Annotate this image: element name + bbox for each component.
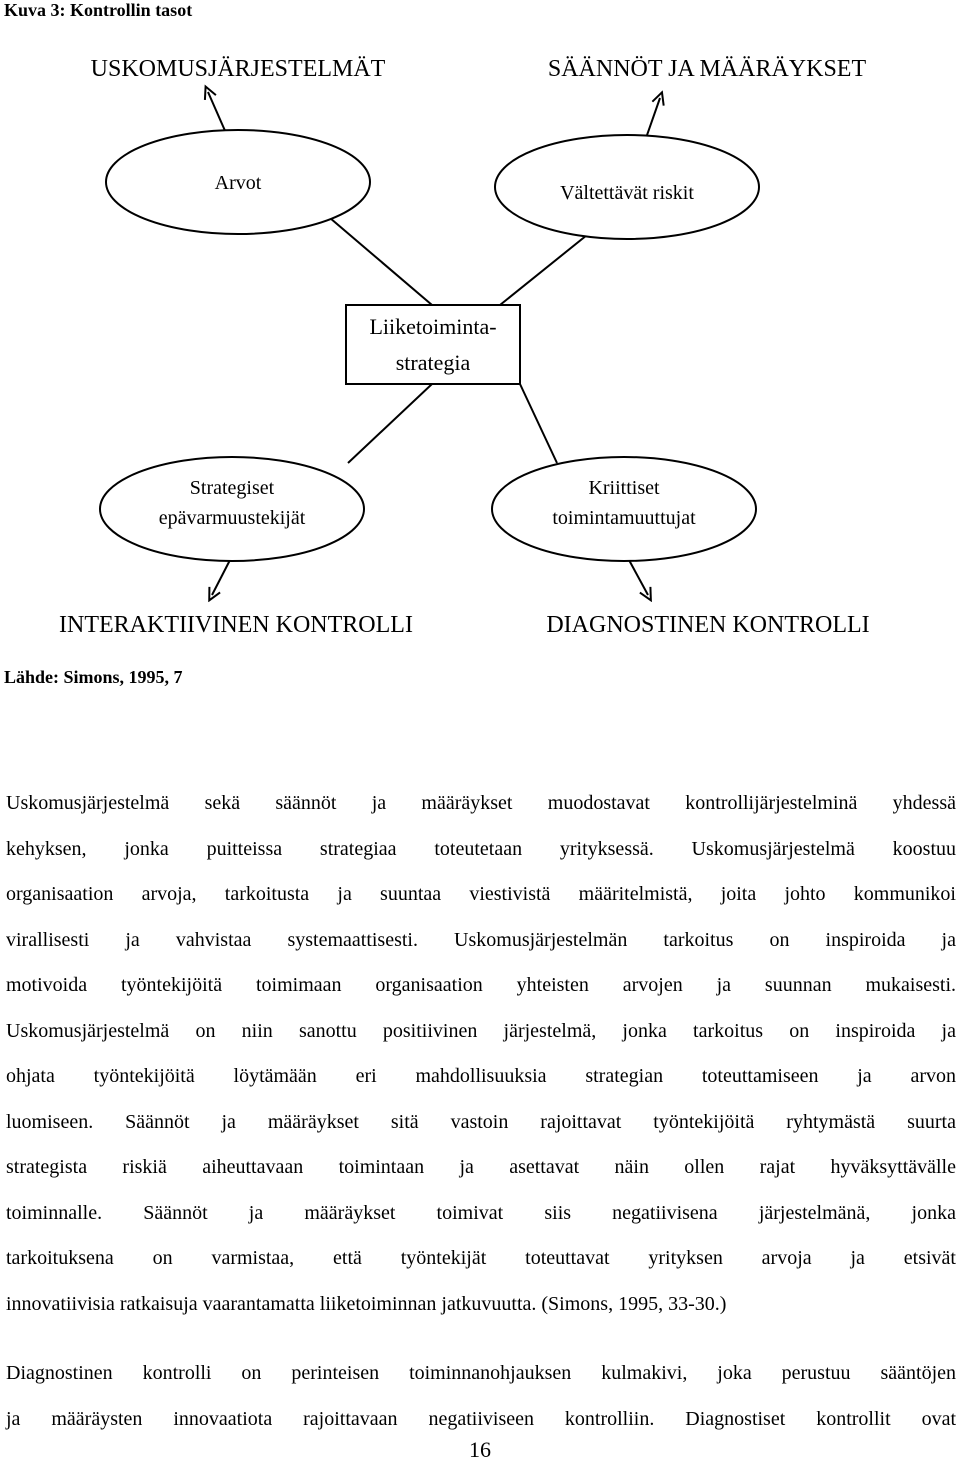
text-line: Uskomusjärjestelmä on niin sanottu positiivinen järjestelmä, jonka tarkoitus on inspiroida ja	[6, 1019, 956, 1042]
text-line: tarkoituksena on varmistaa, että työntekijät toteuttavat yrityksen arvoja ja etsivät	[6, 1247, 956, 1269]
connector-line	[348, 384, 432, 463]
text-line: innovatiivisia ratkaisuja vaarantamatta liiketoiminnan jatkuvuutta. (Simons, 1995, 33-30.)	[6, 1292, 727, 1315]
ellipse-text: Strategiset	[189, 477, 275, 499]
arrow-down-left	[212, 560, 230, 595]
figure-source: Lähde: Simons, 1995, 7	[4, 667, 183, 687]
control-levels-diagram	[0, 30, 960, 650]
label-top-left: USKOMUSJÄRJESTELMÄT	[90, 56, 386, 82]
text-line: virallisesti ja vahvistaa systemaattisesti. Uskomusjärjestelmän tarkoitus on inspiroida ja	[6, 928, 956, 951]
strategy-box-text: strategia	[395, 350, 471, 375]
text-line: ohjata työntekijöitä löytämään eri mahdollisuuksia strategian toteuttamiseen ja arvon	[6, 1065, 956, 1087]
ellipse-text: Vältettävät riskit	[560, 182, 694, 204]
page-number: 16	[469, 1437, 491, 1462]
ellipse-text: Kriittiset	[588, 477, 660, 499]
arrow-up-right	[646, 98, 660, 138]
text-line: organisaation arvoja, tarkoitusta ja suuntaa viestivistä määritelmistä, joita johto kommunikoi	[6, 883, 956, 905]
connector-line	[520, 384, 557, 463]
text-line: toiminnalle. Säännöt ja määräykset toimivat siis negatiivisena järjestelmänä, jonka	[6, 1201, 956, 1224]
label-top-right: SÄÄNNÖT JA MÄÄRÄYKSET	[547, 56, 867, 82]
arrow-down-right	[629, 560, 648, 595]
text-line: Diagnostinen kontrolli on perinteisen toiminnanohjauksen kulmakivi, joka perustuu sääntöjen	[6, 1362, 956, 1384]
body-paragraph-2	[6, 1351, 956, 1442]
connector-line	[500, 231, 592, 305]
ellipse-text: epävarmuustekijät	[158, 507, 306, 529]
body-paragraph-1	[6, 781, 956, 1327]
label-bottom-right: DIAGNOSTINEN KONTROLLI	[546, 612, 870, 638]
figure-caption: Kuva 3: Kontrollin tasot	[4, 0, 193, 20]
text-line: ja määräysten innovaatiota rajoittavaan negatiiviseen kontrolliin. Diagnostiset kontrollit ovat	[6, 1407, 956, 1430]
text-line: luomiseen. Säännöt ja määräykset sitä vastoin rajoittavat työntekijöitä ryhtymästä suurta	[6, 1110, 956, 1133]
text-line: kehyksen, jonka puitteissa strategiaa toteutetaan yrityksessä. Uskomusjärjestelmä koostuu	[6, 837, 956, 860]
text-line: Uskomusjärjestelmä sekä säännöt ja määräykset muodostavat kontrollijärjestelminä yhdessä	[6, 792, 956, 814]
text-line: strategista riskiä aiheuttavaan toimintaan ja asettavat näin ollen rajat hyväksyttävälle	[6, 1156, 956, 1178]
connector-line	[330, 218, 432, 305]
ellipse-text: toimintamuuttujat	[552, 507, 696, 529]
label-bottom-left: INTERAKTIIVINEN KONTROLLI	[59, 612, 413, 638]
arrow-up-left	[208, 92, 226, 133]
text-line: motivoida työntekijöitä toimimaan organisaation yhteisten arvojen ja suunnan mukaisesti.	[6, 974, 956, 996]
strategy-box-text: Liiketoiminta-	[369, 314, 497, 339]
ellipse-text: Arvot	[214, 172, 262, 194]
